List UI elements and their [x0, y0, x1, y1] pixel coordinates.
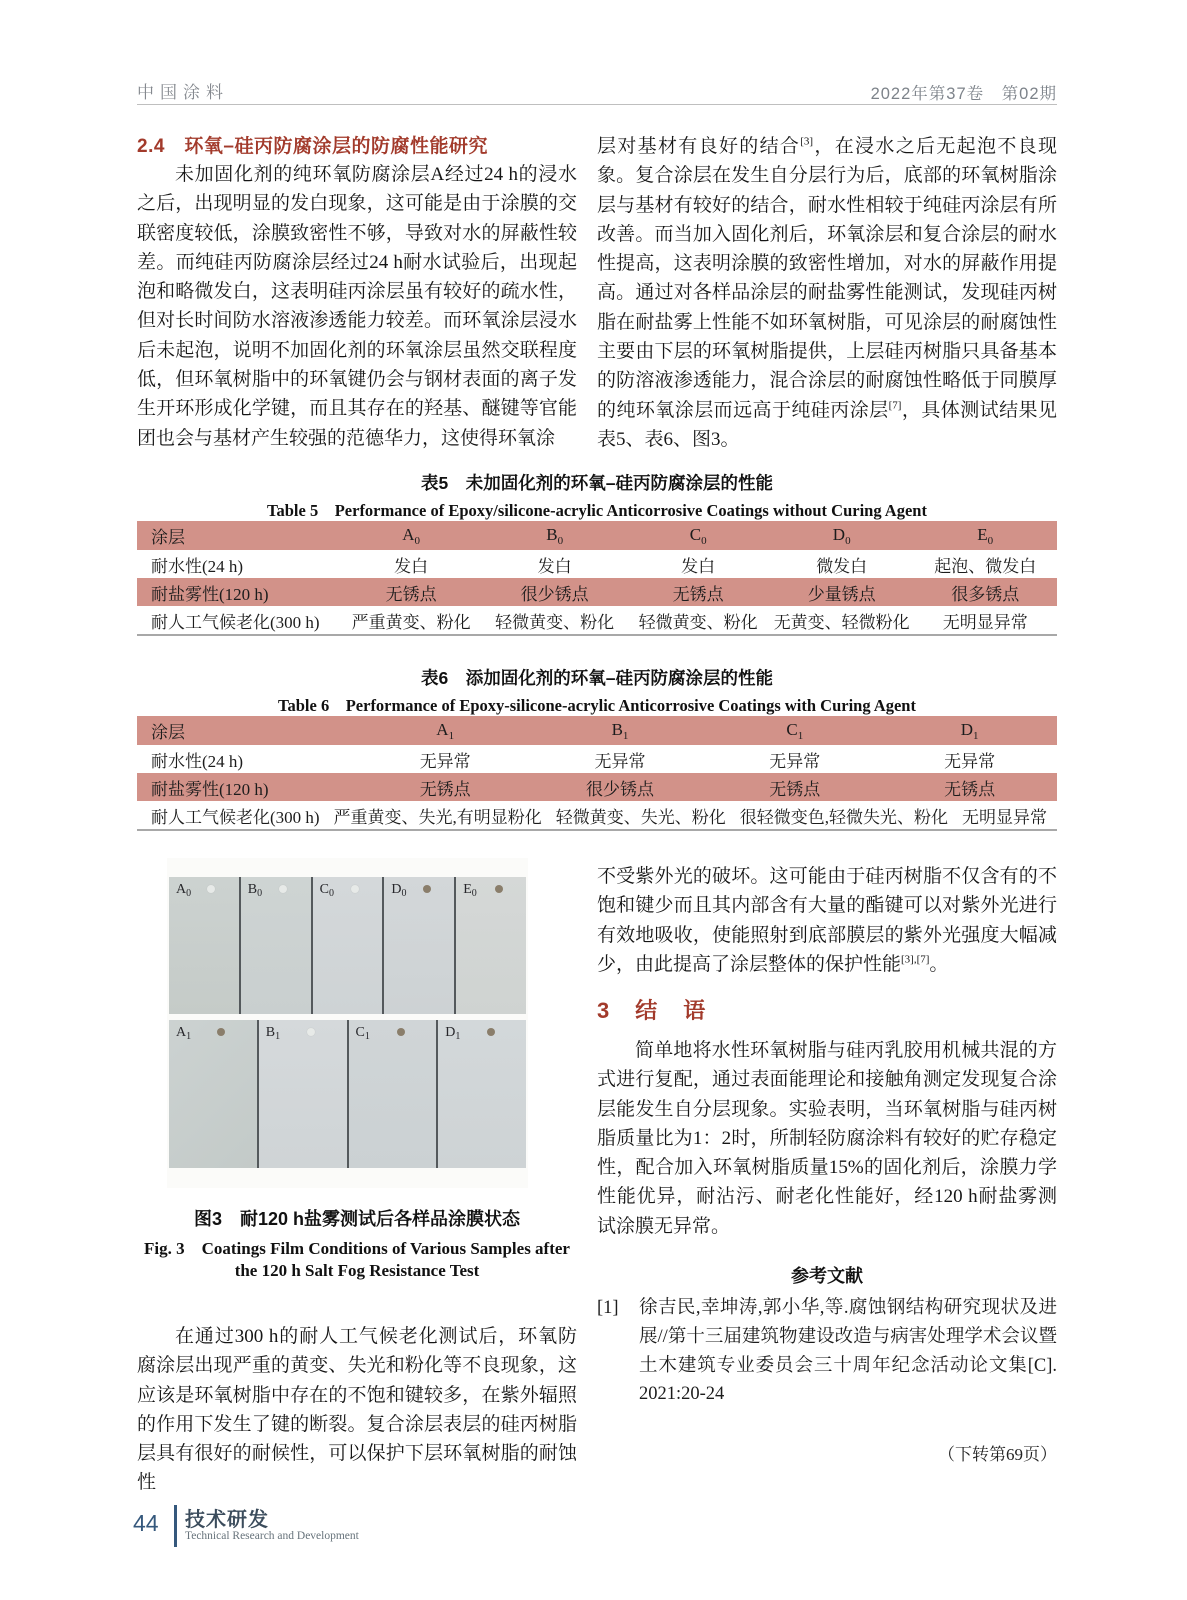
table-header-cell: $C_0$	[689, 524, 707, 547]
table-cell: 严重黄变、粉化	[351, 612, 471, 632]
sample-panel	[347, 1020, 437, 1168]
sample-panel-label: $E_0$	[463, 882, 477, 899]
table-cell: 无异常	[769, 751, 821, 771]
table-cell: 耐人工气候老化(300 h)	[151, 612, 320, 632]
table5-title-cn: 表5 未加固化剂的环氧–硅丙防腐涂层的性能	[421, 473, 773, 493]
paragraph-text: ，在浸水之后无起泡不良现象。复合涂层在发生自分层行为后，底部的环氧树脂涂层与基材有较好的结合，耐水性相较于纯硅丙涂层有所改善。而当加入固化剂后，环氧涂层和复合涂层的耐水性提高，这表明涂膜的致密性增加，对水的屏蔽作用提高。通过对各样品涂层的耐盐雾性能测试，发现硅丙树脂在耐盐雾上性能不如环氧树脂，可见涂层的耐腐蚀性主要由下层的环氧树脂提供，上层硅丙树脂只具备基本的防溶液渗透能力，混合涂层的耐腐蚀性略低于同膜厚的纯环氧涂层而远高于纯硅丙涂层	[597, 136, 1057, 421]
table-cell: 发白	[537, 556, 572, 576]
sample-hole-icon	[495, 885, 503, 893]
sample-panel-label: $C_0$	[319, 882, 334, 899]
table-cell: 很少锈点	[520, 584, 589, 604]
sample-panel	[436, 1020, 526, 1168]
sample-hole-icon	[207, 885, 215, 893]
table-cell: 轻微黄变、粉化	[638, 612, 758, 632]
header-divider	[137, 104, 1057, 105]
sample-panel-label: $B_0$	[247, 882, 263, 899]
table-row	[137, 606, 1057, 634]
table-cell: 起泡、微发白	[934, 556, 1037, 576]
table-header-cell: $E_0$	[977, 524, 994, 547]
references-heading: 参考文献	[791, 1266, 863, 1286]
paragraph-left-top: 未加固化剂的纯环氧防腐涂层A经过24 h的浸水之后，出现明显的发白现象，这可能是由于涂膜的交联密度较低，涂膜致密性不够，导致对水的屏蔽性较差。而纯硅丙防腐涂层经过24 h耐水试验后，出现起泡和略微发白，这表明硅丙涂层虽有较好的疏水性，但对长时间防水溶液渗透能力较差。而环氧涂层浸水后未起泡，说明不加固化剂的环氧涂层虽然交联程度低，但环氧树脂中的环氧键仍会与钢材表面的离子发生开环形成化学键，而且其存在的羟基、醚键等官能团也会与基材产生较强的范德华力，这使得环氧涂	[137, 164, 577, 449]
sample-panel	[382, 877, 454, 1014]
citation-superscript: [3],[7]	[901, 953, 930, 966]
paragraph-text: 。	[929, 953, 949, 975]
table-cell: 严重黄变、失光,有明显粉化	[333, 807, 542, 827]
table-cell: 无异常	[944, 751, 996, 771]
table-cell: 无异常	[594, 751, 646, 771]
table-cell: 无锈点	[944, 779, 996, 799]
table6-title-cn: 表6 添加固化剂的环氧–硅丙防腐涂层的性能	[421, 668, 773, 688]
sample-hole-icon	[423, 885, 431, 893]
paragraph-left-bottom: 在通过300 h的耐人工气候老化测试后，环氧防腐涂层出现严重的黄变、失光和粉化等不良现象，这应该是环氧树脂中存在的不饱和键较多，在紫外辐照的作用下发生了键的断裂。复合涂层表层的硅丙树脂层具有很好的耐候性，可以保护下层环氧树脂的耐蚀性	[137, 1326, 577, 1494]
table-cell: 无锈点	[769, 779, 821, 799]
sample-panel	[311, 877, 383, 1014]
sample-panel-label: $D_1$	[445, 1025, 461, 1042]
paragraph-right-top	[597, 132, 1057, 454]
table-cell: 发白	[681, 556, 716, 576]
sample-hole-icon	[397, 1028, 405, 1036]
table-cell: 耐盐雾性(120 h)	[151, 584, 269, 604]
table-cell: 耐水性(24 h)	[151, 556, 244, 576]
paragraph-text: 层对基材有良好的结合	[597, 136, 801, 157]
table-cell: 无锈点	[419, 779, 471, 799]
table-cell: 耐人工气候老化(300 h)	[151, 807, 320, 827]
table-cell: 轻微黄变、失光、粉化	[555, 807, 726, 827]
table-cell: 无锈点	[385, 584, 437, 604]
table-row	[137, 578, 1057, 606]
issue-info: 2022年第37卷 第02期	[870, 85, 1057, 103]
table-row	[137, 773, 1057, 801]
table6-title-en: Table 6 Performance of Epoxy-silicone-acrylic Anticorrosive Coatings with Curing Agent	[278, 696, 916, 715]
citation-superscript: [7]	[888, 399, 902, 412]
reference-text: 徐吉民,幸坤涛,郭小华,等.腐蚀钢结构研究现状及进展//第十三届建筑物建设改造与病害处理学术会议暨土木建筑专业委员会三十周年纪念活动论文集[C]. 2021:20-24	[639, 1298, 1057, 1405]
reference-item	[597, 1294, 1057, 1409]
sample-panel-label: $C_1$	[355, 1025, 370, 1042]
footer-divider-bar	[174, 1505, 177, 1547]
table5-header-row	[137, 521, 1057, 550]
sample-panel	[169, 877, 239, 1014]
sample-panel	[169, 1020, 257, 1168]
table-header-cell: $A_0$	[402, 524, 421, 547]
table-cell: 很多锈点	[951, 584, 1020, 604]
table-cell: 发白	[394, 556, 429, 576]
table-cell: 无黄变、轻微粉化	[773, 612, 910, 632]
reference-label: [1]	[597, 1298, 619, 1318]
paragraph-right-mid	[597, 862, 1057, 979]
table-cell: 无明显异常	[961, 807, 1047, 827]
sample-panel-label: $A_0$	[176, 882, 192, 899]
table-cell: 轻微黄变、粉化	[495, 612, 615, 632]
sample-panel-label: $A_1$	[176, 1025, 192, 1042]
section-heading-2-4: 2.4 环氧–硅丙防腐涂层的防腐性能研究	[137, 136, 488, 157]
table-header-cell: $B_1$	[611, 719, 629, 742]
table-cell: 无锈点	[672, 584, 724, 604]
sample-hole-icon	[307, 1028, 315, 1036]
table-cell: 很少锈点	[585, 779, 654, 799]
table-header-cell: $B_0$	[546, 524, 564, 547]
sample-hole-icon	[217, 1028, 225, 1036]
table-cell: 耐水性(24 h)	[151, 751, 244, 771]
table-cell: 耐盐雾性(120 h)	[151, 779, 269, 799]
table-cell: 无明显异常	[942, 612, 1028, 632]
sample-panel	[257, 1020, 347, 1168]
table-header-cell: $A_1$	[436, 719, 455, 742]
table-cell: 无异常	[419, 751, 471, 771]
citation-superscript: [3]	[800, 135, 814, 148]
table-header-cell: $D_1$	[960, 719, 979, 742]
footer-section-en: Technical Research and Development	[185, 1530, 359, 1542]
table-row	[137, 801, 1057, 829]
sample-panel-label: $D_0$	[391, 882, 407, 899]
table-header-cell: $C_1$	[786, 719, 804, 742]
page-number: 44	[133, 1510, 159, 1536]
sample-panel	[239, 877, 311, 1014]
sample-row-bottom	[169, 1020, 526, 1168]
table6	[137, 716, 1057, 831]
table6-header-row	[137, 716, 1057, 745]
table-header-cell: 涂层	[151, 723, 185, 742]
table-cell: 微发白	[816, 556, 868, 576]
sample-hole-icon	[351, 885, 359, 893]
figure3-caption-cn: 图3 耐120 h盐雾测试后各样品涂膜状态	[193, 1209, 521, 1229]
journal-title: 中国涂料	[137, 83, 229, 102]
section-heading-3: 3 结 语	[597, 998, 708, 1023]
figure3-photo	[167, 858, 528, 1188]
table-cell: 少量锈点	[807, 584, 876, 604]
table5-title-en: Table 5 Performance of Epoxy/silicone-acrylic Anticorrosive Coatings without Curing Agent	[267, 501, 927, 520]
table-cell: 很轻微变色,轻微失光、粉化	[739, 807, 948, 827]
table5	[137, 521, 1057, 636]
paragraph-text: 不受紫外光的破坏。这可能由于硅丙树脂不仅含有的不饱和键少而且其内部含有大量的酯键可以对紫外光进行有效地吸收，使能照射到底部膜层的紫外光强度大幅减少，由此提高了涂层整体的保护性能	[597, 866, 1057, 975]
sample-row-top	[169, 877, 526, 1014]
table-row	[137, 550, 1057, 578]
paragraph-text: ，具体测试结果见表5、表6、图3。	[597, 399, 1057, 450]
paragraph-conclusion: 简单地将水性环氧树脂与硅丙乳胶用机械共混的方式进行复配，通过表面能理论和接触角测定发现复合涂层能发生自分层现象。实验表明，当环氧树脂与硅丙树脂质量比为1：2时，所制轻防腐涂料有较好的贮存稳定性，配合加入环氧树脂质量15%的固化剂后，涂膜力学性能优异，耐沾污、耐老化性能好，经120 h耐盐雾测试涂膜无异常。	[597, 1040, 1057, 1237]
footer-section-cn: 技术研发	[185, 1509, 269, 1531]
sample-hole-icon	[279, 885, 287, 893]
figure3-caption-en-line1: Fig. 3 Coatings Film Conditions of Various Samples after	[144, 1239, 570, 1258]
figure3-caption-en-line2: the 120 h Salt Fog Resistance Test	[234, 1261, 480, 1280]
continuation-note: （下转第69页）	[938, 1445, 1057, 1464]
table-header-cell: $D_0$	[832, 524, 851, 547]
sample-panel	[454, 877, 526, 1014]
table-row	[137, 745, 1057, 773]
sample-panel-label: $B_1$	[265, 1025, 281, 1042]
table-header-cell: 涂层	[151, 528, 185, 547]
sample-hole-icon	[487, 1028, 495, 1036]
